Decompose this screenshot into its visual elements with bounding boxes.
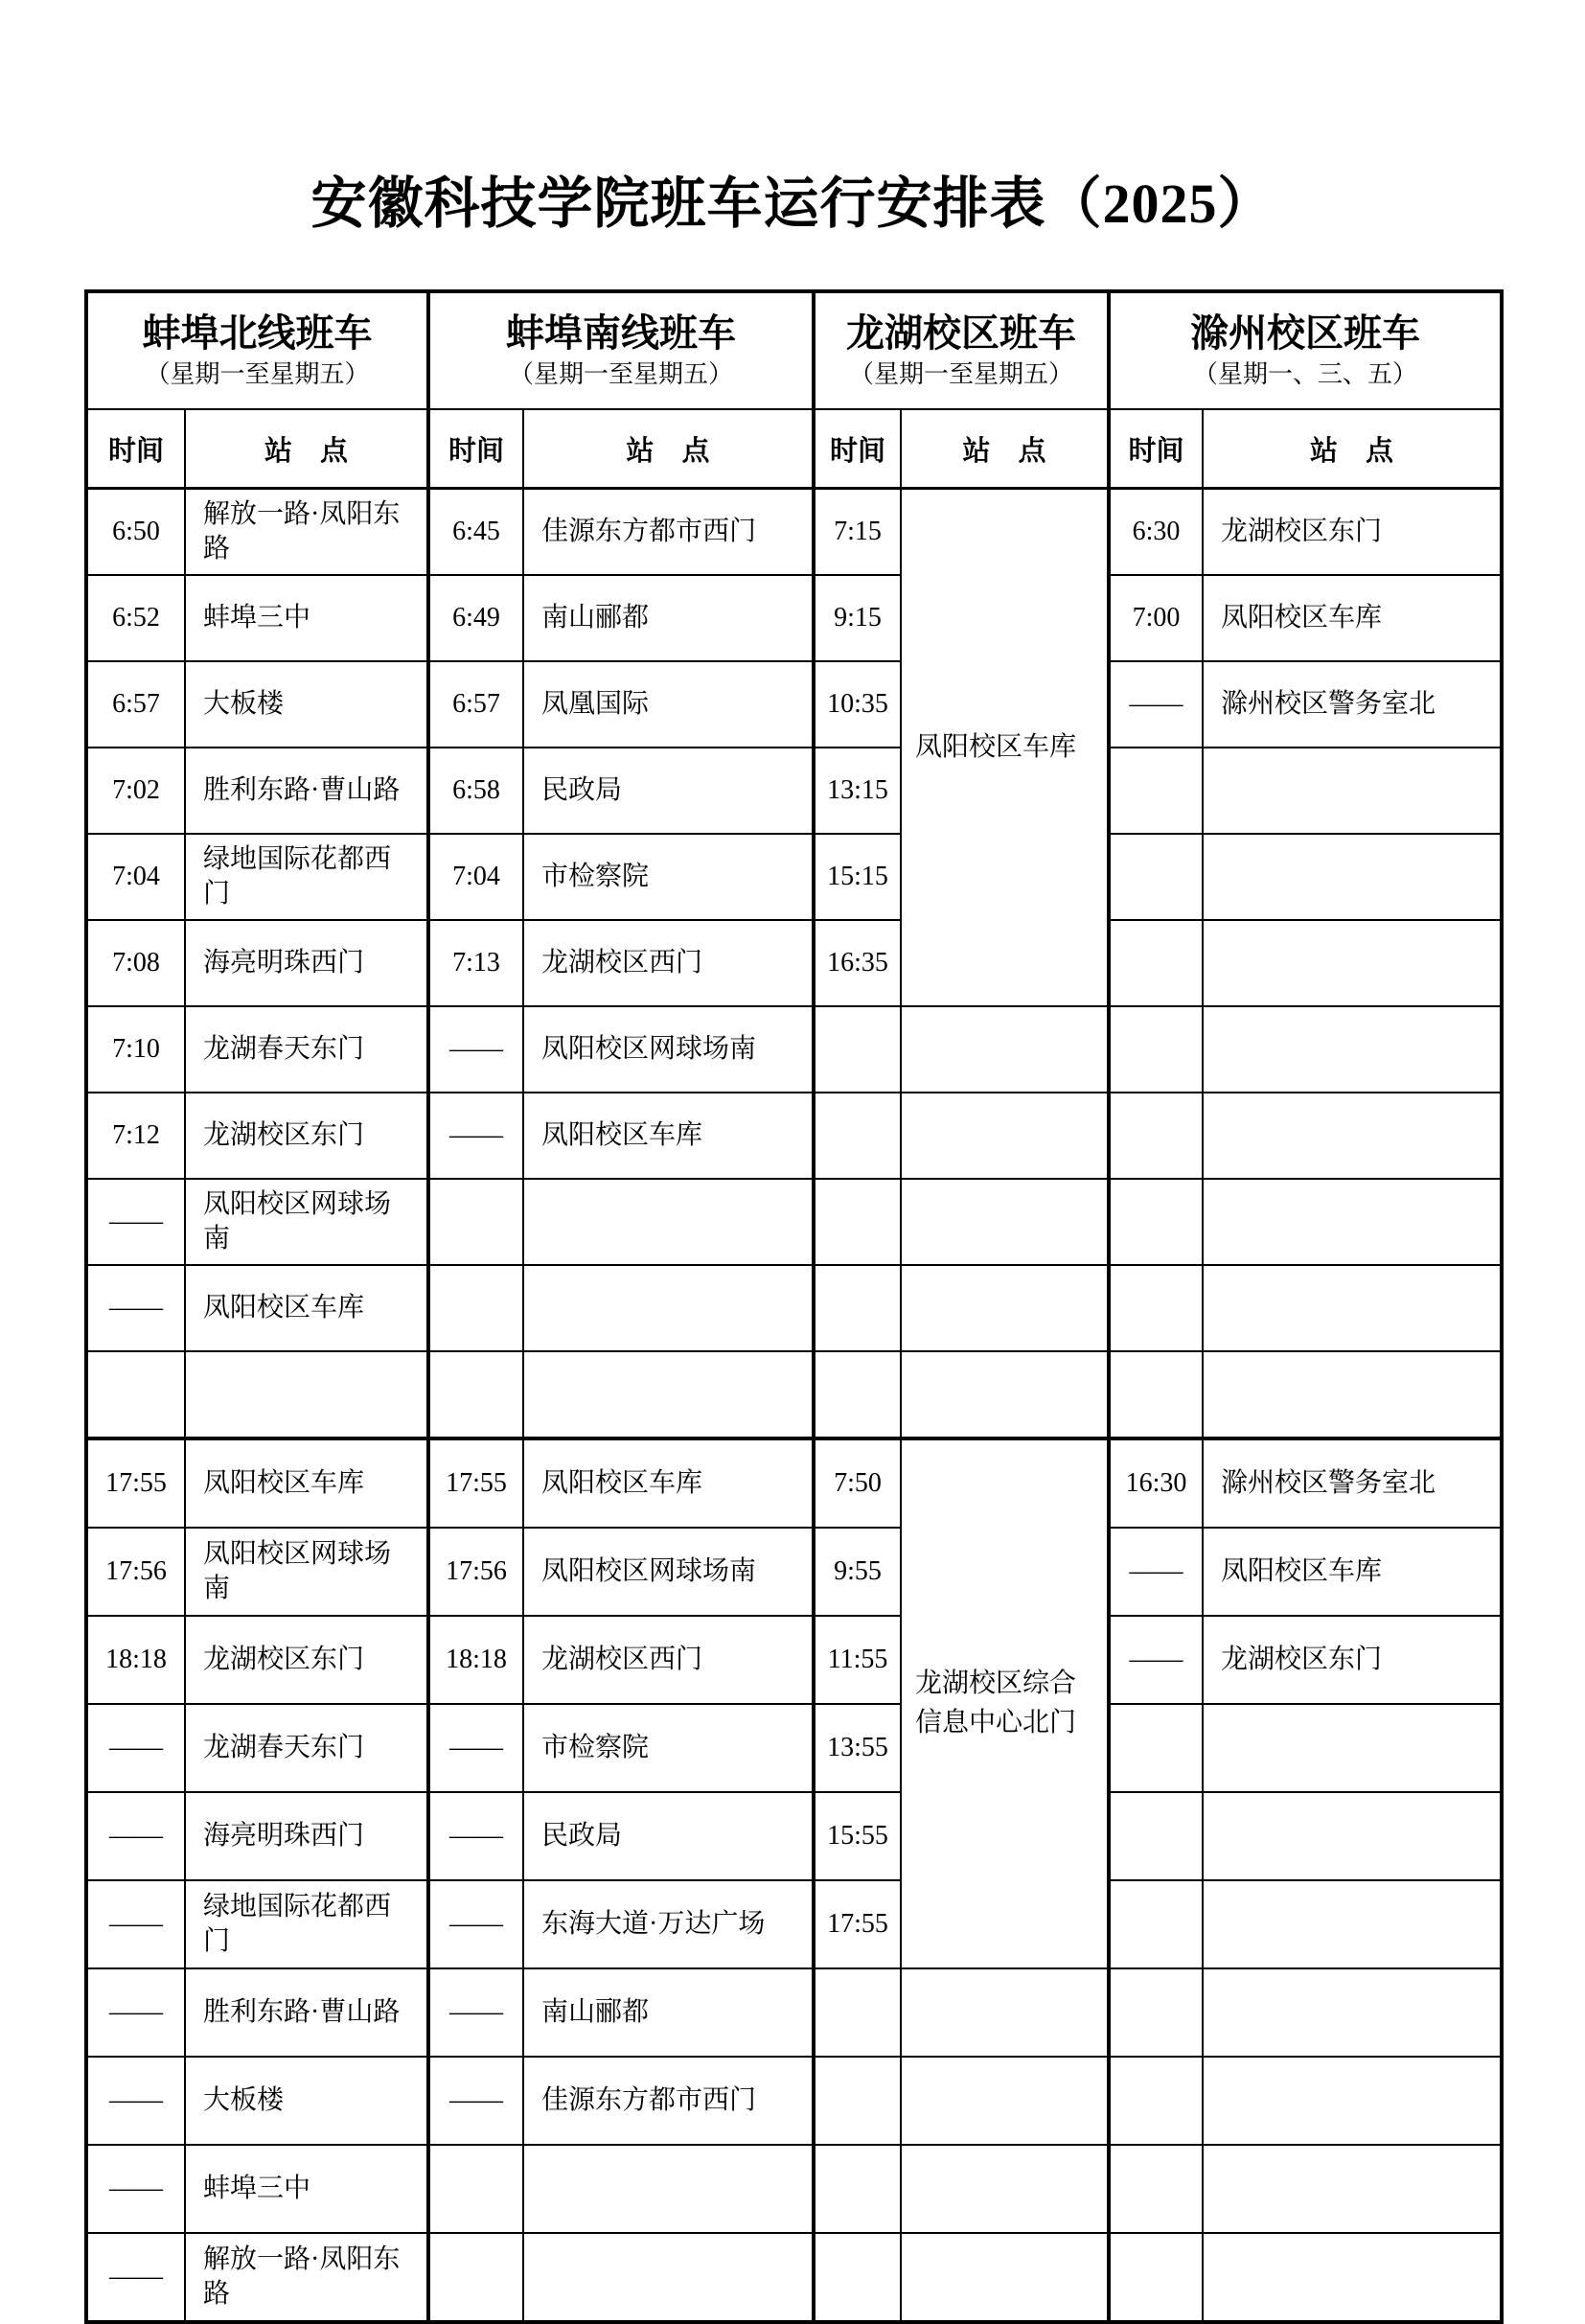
time-cell: 6:57 <box>86 661 185 748</box>
table-row <box>86 1616 1502 1704</box>
time-cell <box>1109 2057 1203 2145</box>
station-cell <box>901 1351 1109 1438</box>
station-cell <box>523 2233 814 2322</box>
station-cell <box>1203 1265 1502 1351</box>
station-header: 站 点 <box>1203 409 1502 489</box>
group-header-bengbu-north <box>86 291 428 409</box>
group-days: （星期一至星期五） <box>508 360 733 389</box>
table-row <box>86 1704 1502 1792</box>
station-cell: 海亮明珠西门 <box>185 920 428 1006</box>
time-cell <box>1109 1880 1203 1968</box>
station-cell <box>1203 2233 1502 2322</box>
time-cell: —— <box>428 1093 523 1179</box>
station-header: 站 点 <box>523 409 814 489</box>
station-cell <box>1203 1792 1502 1880</box>
time-cell: 17:56 <box>86 1528 185 1616</box>
schedule-table <box>84 289 1504 2324</box>
station-cell <box>901 2145 1109 2233</box>
station-cell: 佳源东方都市西门 <box>523 489 814 576</box>
station-cell: 海亮明珠西门 <box>185 1792 428 1880</box>
station-cell: 凤阳校区网球场南 <box>523 1006 814 1093</box>
station-cell <box>1203 1093 1502 1179</box>
station-cell: 凤阳校区车库 <box>1203 575 1502 661</box>
subheader-row <box>86 409 1502 489</box>
station-cell <box>1203 2145 1502 2233</box>
time-header: 时间 <box>814 409 901 489</box>
time-cell: 7:08 <box>86 920 185 1006</box>
table-row <box>86 1006 1502 1093</box>
table-row <box>86 575 1502 661</box>
table-row <box>86 2145 1502 2233</box>
time-cell <box>1109 1006 1203 1093</box>
station-cell-merged: 龙湖校区综合信息中心北门 <box>901 1438 1109 1968</box>
time-cell <box>814 1179 901 1265</box>
time-cell: 18:18 <box>428 1616 523 1704</box>
station-cell: 龙湖春天东门 <box>185 1704 428 1792</box>
time-cell <box>1109 2145 1203 2233</box>
time-header: 时间 <box>428 409 523 489</box>
station-cell <box>1203 1006 1502 1093</box>
table-row <box>86 834 1502 920</box>
station-cell: 凤阳校区车库 <box>1203 1528 1502 1616</box>
group-days: （星期一至星期五） <box>848 360 1073 389</box>
table-row <box>86 661 1502 748</box>
station-cell <box>523 2145 814 2233</box>
station-cell: 胜利东路·曹山路 <box>185 748 428 834</box>
station-header: 站 点 <box>901 409 1109 489</box>
time-cell: —— <box>86 1179 185 1265</box>
time-cell <box>1109 1968 1203 2057</box>
station-cell: 凤阳校区车库 <box>185 1265 428 1351</box>
station-cell: 凤阳校区车库 <box>523 1093 814 1179</box>
group-header-bengbu-south <box>428 291 814 409</box>
station-cell: 市检察院 <box>523 834 814 920</box>
time-cell: —— <box>86 1968 185 2057</box>
time-cell: 17:55 <box>428 1438 523 1528</box>
station-cell: 佳源东方都市西门 <box>523 2057 814 2145</box>
time-cell: 7:15 <box>814 489 901 576</box>
group-name: 蚌埠南线班车 <box>506 311 736 356</box>
table-row <box>86 1438 1502 1528</box>
time-cell <box>814 1265 901 1351</box>
group-days: （星期一、三、五） <box>1192 360 1417 389</box>
time-cell: 13:55 <box>814 1704 901 1792</box>
time-cell: 6:50 <box>86 489 185 576</box>
station-cell: 绿地国际花都西门 <box>185 834 428 920</box>
time-cell: 7:04 <box>86 834 185 920</box>
time-cell: 16:30 <box>1109 1438 1203 1528</box>
time-cell: —— <box>86 1792 185 1880</box>
time-cell <box>814 1006 901 1093</box>
time-cell: 7:00 <box>1109 575 1203 661</box>
station-cell <box>901 1265 1109 1351</box>
station-cell: 滁州校区警务室北 <box>1203 1438 1502 1528</box>
time-cell: —— <box>86 2233 185 2322</box>
station-cell <box>1203 2057 1502 2145</box>
time-cell <box>1109 1179 1203 1265</box>
station-cell <box>1203 1351 1502 1438</box>
table-row <box>86 1351 1502 1438</box>
station-cell <box>1203 1968 1502 2057</box>
station-cell: 蚌埠三中 <box>185 575 428 661</box>
time-cell <box>814 2233 901 2322</box>
time-cell: —— <box>86 1880 185 1968</box>
time-cell: —— <box>86 2057 185 2145</box>
time-cell: —— <box>428 1968 523 2057</box>
station-cell: 胜利东路·曹山路 <box>185 1968 428 2057</box>
group-name: 蚌埠北线班车 <box>142 311 373 356</box>
time-header: 时间 <box>86 409 185 489</box>
group-name: 滁州校区班车 <box>1190 311 1420 356</box>
time-cell: 10:35 <box>814 661 901 748</box>
station-cell: 蚌埠三中 <box>185 2145 428 2233</box>
page-title: 安徽科技学院班车运行安排表（2025） <box>310 173 1275 235</box>
time-cell: —— <box>428 1792 523 1880</box>
station-cell: 龙湖校区东门 <box>185 1093 428 1179</box>
time-cell: 6:57 <box>428 661 523 748</box>
time-cell <box>428 2233 523 2322</box>
time-cell: 7:10 <box>86 1006 185 1093</box>
time-cell: 9:55 <box>814 1528 901 1616</box>
time-cell <box>1109 2233 1203 2322</box>
station-cell: 南山郦都 <box>523 1968 814 2057</box>
time-cell <box>814 1351 901 1438</box>
station-cell <box>901 1006 1109 1093</box>
time-cell <box>814 1968 901 2057</box>
station-cell: 解放一路·凤阳东路 <box>185 2233 428 2322</box>
station-cell <box>185 1351 428 1438</box>
station-cell: 民政局 <box>523 1792 814 1880</box>
station-cell <box>901 2057 1109 2145</box>
station-cell: 南山郦都 <box>523 575 814 661</box>
time-cell: 17:56 <box>428 1528 523 1616</box>
time-cell: 11:55 <box>814 1616 901 1704</box>
time-cell: 7:12 <box>86 1093 185 1179</box>
time-cell <box>1109 1704 1203 1792</box>
station-cell: 滁州校区警务室北 <box>1203 661 1502 748</box>
group-header-chuzhou-campus <box>1109 291 1502 409</box>
station-cell: 龙湖校区东门 <box>185 1616 428 1704</box>
station-cell: 凤阳校区车库 <box>523 1438 814 1528</box>
time-cell: —— <box>86 1704 185 1792</box>
station-cell: 解放一路·凤阳东路 <box>185 489 428 576</box>
time-cell: 16:35 <box>814 920 901 1006</box>
time-cell <box>86 1351 185 1438</box>
station-cell <box>523 1265 814 1351</box>
table-row <box>86 1528 1502 1616</box>
time-cell <box>1109 1351 1203 1438</box>
station-cell: 民政局 <box>523 748 814 834</box>
time-cell: 7:50 <box>814 1438 901 1528</box>
table-row <box>86 489 1502 576</box>
time-header: 时间 <box>1109 409 1203 489</box>
station-cell <box>523 1351 814 1438</box>
time-cell <box>814 2057 901 2145</box>
time-cell: 6:52 <box>86 575 185 661</box>
station-cell: 东海大道·万达广场 <box>523 1880 814 1968</box>
time-cell: —— <box>1109 1616 1203 1704</box>
station-cell: 龙湖校区西门 <box>523 1616 814 1704</box>
time-cell <box>1109 1265 1203 1351</box>
station-cell: 龙湖校区东门 <box>1203 1616 1502 1704</box>
station-cell <box>1203 920 1502 1006</box>
time-cell: 6:58 <box>428 748 523 834</box>
time-cell <box>428 1265 523 1351</box>
time-cell: —— <box>428 2057 523 2145</box>
time-cell <box>428 2145 523 2233</box>
time-cell <box>428 1351 523 1438</box>
station-cell <box>1203 1179 1502 1265</box>
time-cell: —— <box>86 2145 185 2233</box>
time-cell: 15:55 <box>814 1792 901 1880</box>
time-cell: 7:04 <box>428 834 523 920</box>
station-cell: 凤阳校区网球场南 <box>185 1179 428 1265</box>
table-row <box>86 1179 1502 1265</box>
time-cell: 6:30 <box>1109 489 1203 576</box>
table-row <box>86 920 1502 1006</box>
table-row <box>86 1093 1502 1179</box>
station-cell: 凤阳校区车库 <box>185 1438 428 1528</box>
time-cell: —— <box>428 1704 523 1792</box>
time-cell: 18:18 <box>86 1616 185 1704</box>
time-cell <box>1109 1792 1203 1880</box>
table-row <box>86 1968 1502 2057</box>
time-cell: —— <box>1109 661 1203 748</box>
time-cell: 7:13 <box>428 920 523 1006</box>
time-cell <box>1109 748 1203 834</box>
time-cell: 17:55 <box>86 1438 185 1528</box>
station-cell <box>1203 1880 1502 1968</box>
station-cell <box>1203 748 1502 834</box>
table-row <box>86 2057 1502 2145</box>
station-cell: 龙湖春天东门 <box>185 1006 428 1093</box>
station-cell <box>1203 834 1502 920</box>
time-cell: —— <box>1109 1528 1203 1616</box>
time-cell <box>428 1179 523 1265</box>
station-cell: 大板楼 <box>185 661 428 748</box>
station-cell: 龙湖校区西门 <box>523 920 814 1006</box>
group-header-row <box>86 291 1502 409</box>
group-name: 龙湖校区班车 <box>846 311 1076 356</box>
station-cell: 凤凰国际 <box>523 661 814 748</box>
group-days: （星期一至星期五） <box>145 360 370 389</box>
time-cell: —— <box>86 1265 185 1351</box>
station-cell: 凤阳校区网球场南 <box>185 1528 428 1616</box>
station-cell: 龙湖校区东门 <box>1203 489 1502 576</box>
time-cell <box>1109 834 1203 920</box>
time-cell: —— <box>428 1880 523 1968</box>
table-row <box>86 1792 1502 1880</box>
station-cell: 凤阳校区网球场南 <box>523 1528 814 1616</box>
time-cell: 6:45 <box>428 489 523 576</box>
group-header-longhu-campus <box>814 291 1109 409</box>
time-cell: 15:15 <box>814 834 901 920</box>
station-cell <box>901 1093 1109 1179</box>
table-row <box>86 1880 1502 1968</box>
station-cell <box>901 2233 1109 2322</box>
station-cell: 大板楼 <box>185 2057 428 2145</box>
time-cell <box>814 2145 901 2233</box>
time-cell: 17:55 <box>814 1880 901 1968</box>
table-row <box>86 748 1502 834</box>
time-cell <box>1109 1093 1203 1179</box>
table-row <box>86 1265 1502 1351</box>
table-row <box>86 2233 1502 2322</box>
station-cell: 绿地国际花都西门 <box>185 1880 428 1968</box>
time-cell: 6:49 <box>428 575 523 661</box>
time-cell: 7:02 <box>86 748 185 834</box>
time-cell <box>814 1093 901 1179</box>
time-cell: 9:15 <box>814 575 901 661</box>
station-cell: 市检察院 <box>523 1704 814 1792</box>
station-cell <box>901 1968 1109 2057</box>
time-cell: 13:15 <box>814 748 901 834</box>
station-cell <box>901 1179 1109 1265</box>
station-header: 站 点 <box>185 409 428 489</box>
station-cell <box>523 1179 814 1265</box>
time-cell: —— <box>428 1006 523 1093</box>
station-cell-merged: 凤阳校区车库 <box>901 489 1109 1007</box>
time-cell <box>1109 920 1203 1006</box>
station-cell <box>1203 1704 1502 1792</box>
